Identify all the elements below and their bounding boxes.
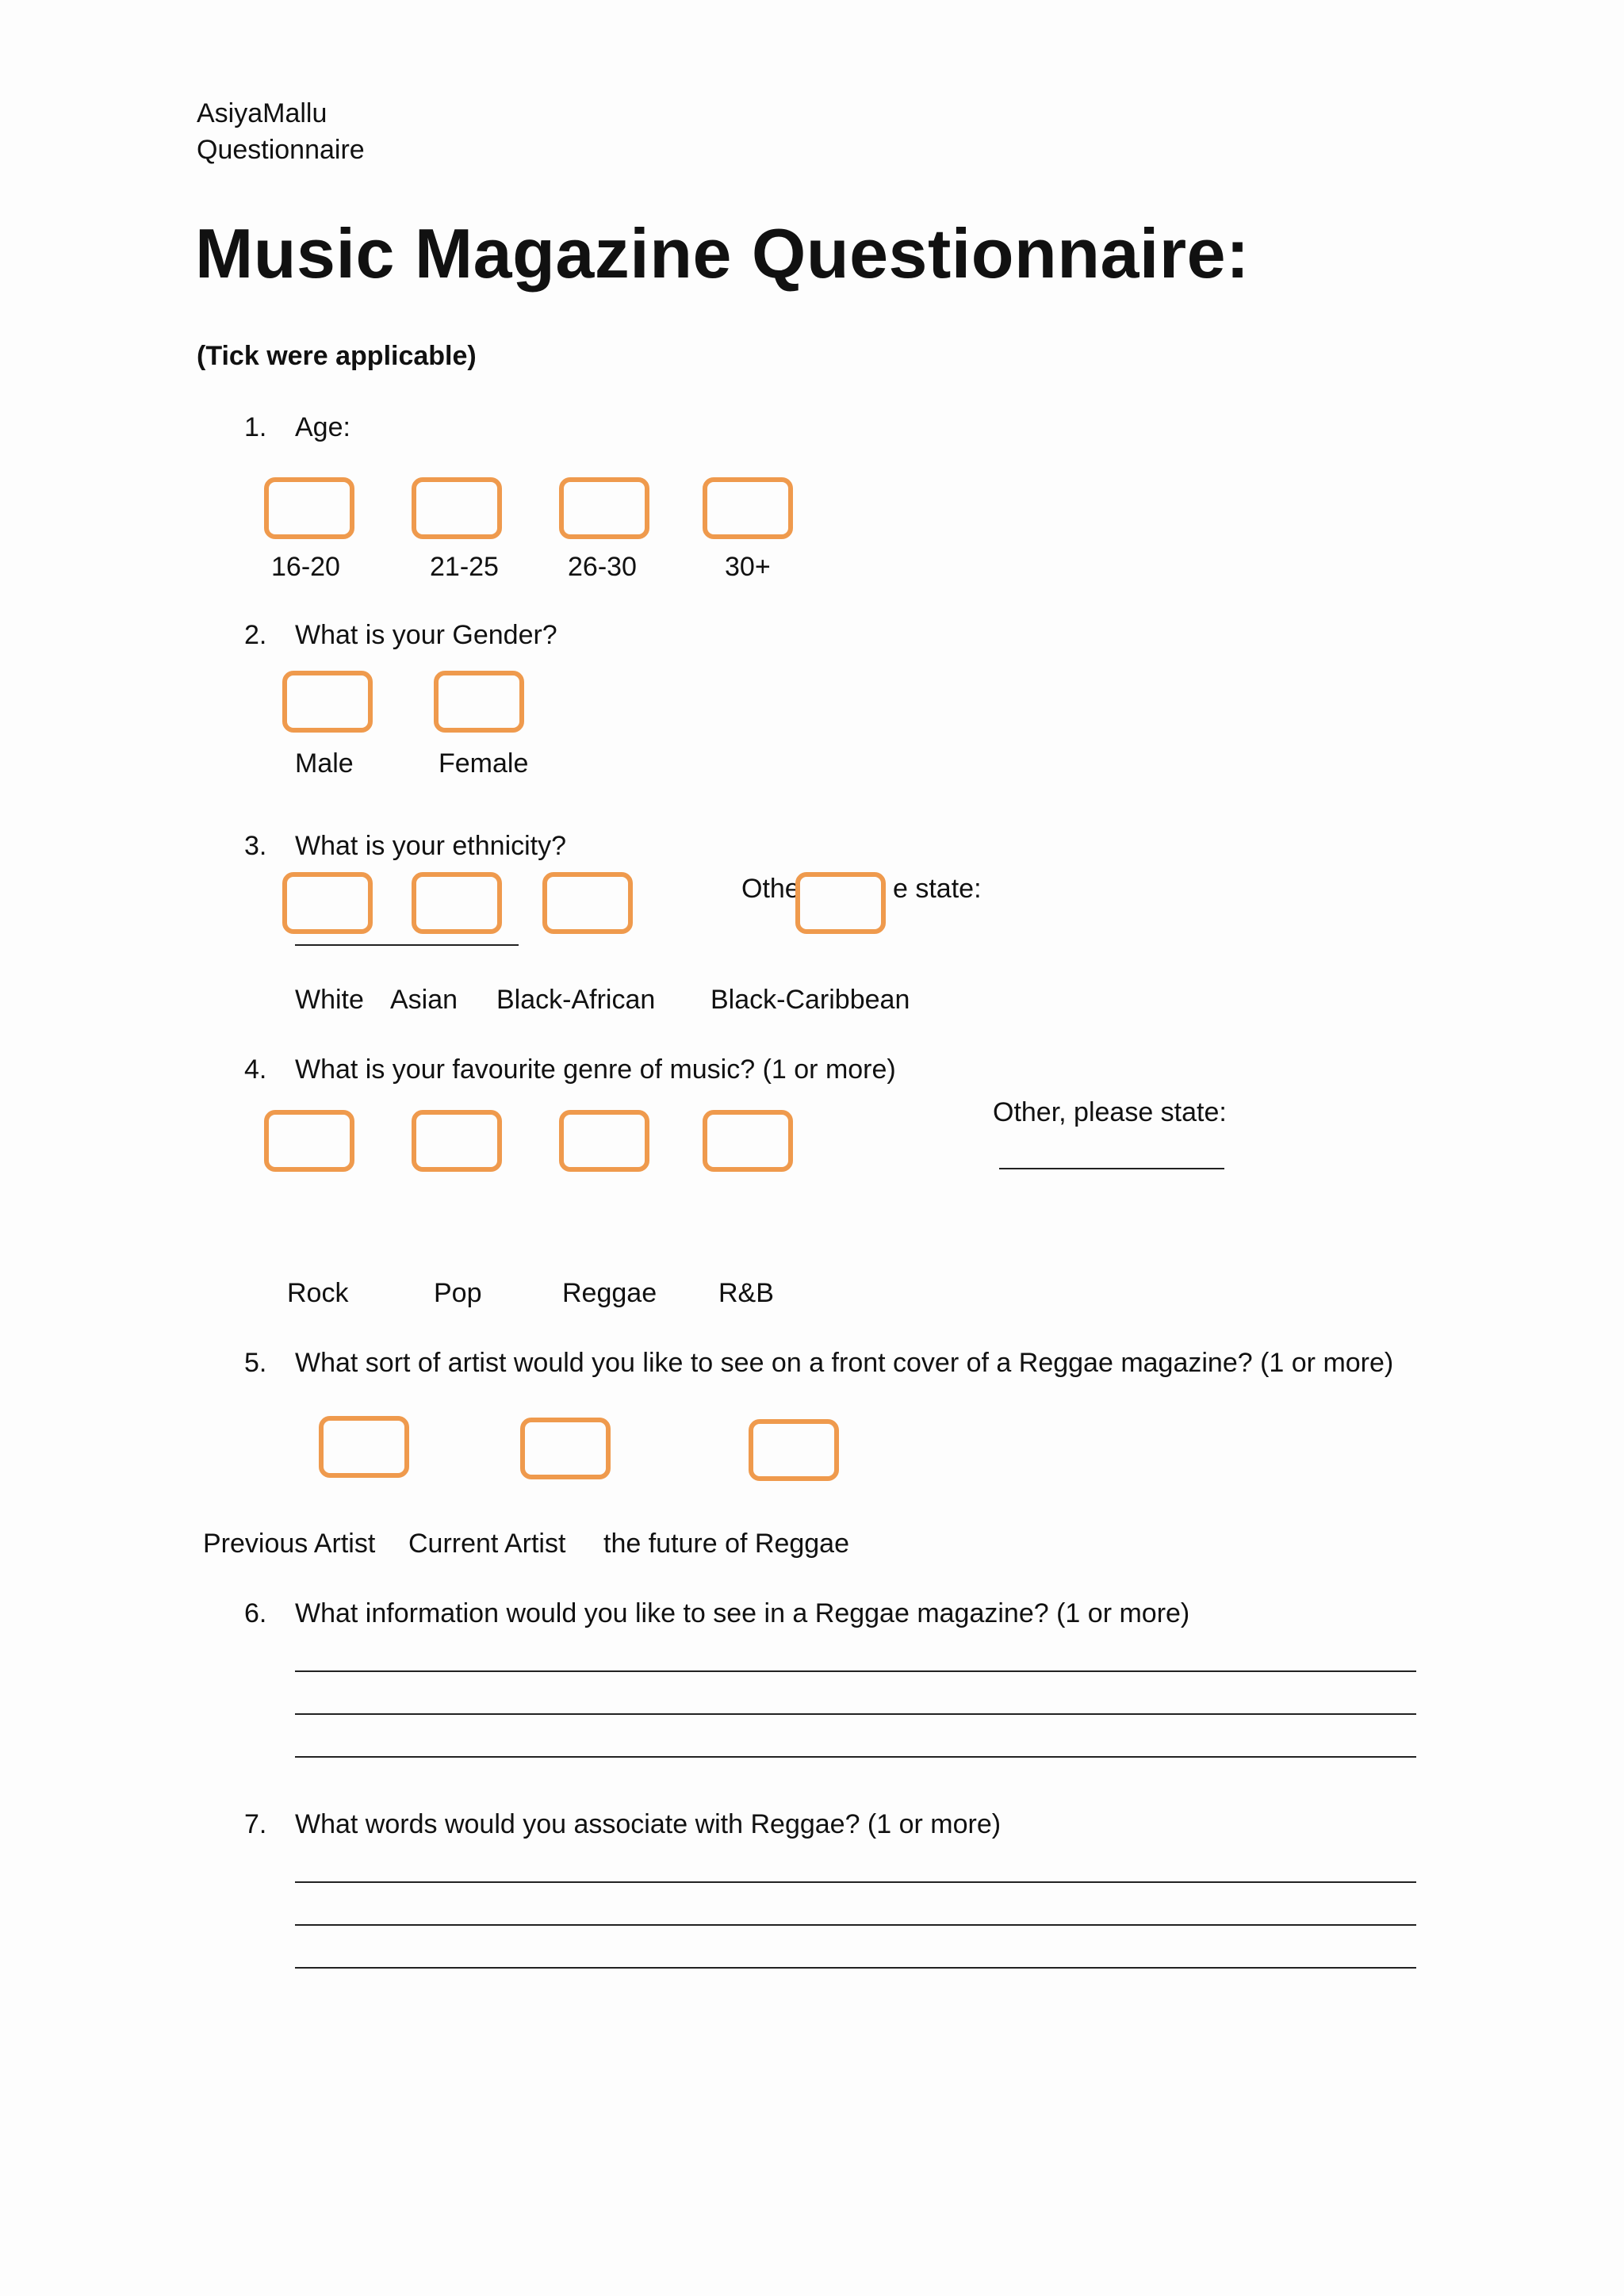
q7-answer-line-2[interactable] [295, 1924, 1416, 1926]
q6-answer-line-1[interactable] [295, 1670, 1416, 1672]
q3-checkbox-black-caribbean[interactable] [795, 872, 886, 934]
q1-checkbox-26-30[interactable] [559, 477, 649, 539]
q3-label-black-african: Black-African [496, 985, 656, 1015]
q4-checkbox-pop[interactable] [412, 1110, 502, 1172]
q4-other-write-line[interactable] [999, 1168, 1224, 1169]
q1-checkbox-21-25[interactable] [412, 477, 502, 539]
q2-label-male: Male [295, 748, 354, 779]
q1-label-21-25: 21-25 [430, 552, 499, 582]
q3-other-label-right: e state: [893, 874, 982, 904]
q5-text: What sort of artist would you like to see on a front cover of a Reggae magazine? (1 or more) [295, 1348, 1394, 1378]
q7-text: What words would you associate with Reggae? (1 or more) [295, 1809, 1002, 1839]
q3-other-write-line[interactable] [295, 944, 519, 946]
q2-checkbox-female[interactable] [434, 671, 524, 733]
q1-label-26-30: 26-30 [568, 552, 637, 582]
q1-checkbox-30-plus[interactable] [703, 477, 793, 539]
q5-number: 5. [244, 1348, 267, 1378]
q5-label-current-artist: Current Artist [408, 1529, 566, 1559]
q4-other-label: Other, please state: [993, 1097, 1227, 1127]
q4-checkbox-reggae[interactable] [559, 1110, 649, 1172]
q1-label-30-plus: 30+ [725, 552, 771, 582]
q3-other-label-left: Othe [741, 874, 800, 904]
q4-label-rnb: R&B [718, 1278, 774, 1308]
q3-label-white: White [295, 985, 364, 1015]
q6-answer-line-2[interactable] [295, 1713, 1416, 1715]
instruction-note: (Tick were applicable) [197, 341, 477, 371]
page-title: Music Magazine Questionnaire: [195, 214, 1250, 293]
q3-label-black-caribbean: Black-Caribbean [710, 985, 910, 1015]
q4-checkbox-rnb[interactable] [703, 1110, 793, 1172]
q4-number: 4. [244, 1054, 267, 1085]
q6-number: 6. [244, 1598, 267, 1628]
q4-text: What is your favourite genre of music? (1 or more) [295, 1054, 896, 1085]
q3-checkbox-asian[interactable] [412, 872, 502, 934]
q4-label-rock: Rock [287, 1278, 349, 1308]
q3-number: 3. [244, 831, 267, 861]
q2-number: 2. [244, 620, 267, 650]
q2-text: What is your Gender? [295, 620, 557, 650]
q5-checkbox-future-of-reggae[interactable] [749, 1419, 839, 1481]
q7-answer-line-3[interactable] [295, 1967, 1416, 1969]
q4-checkbox-rock[interactable] [264, 1110, 354, 1172]
q3-text: What is your ethnicity? [295, 831, 567, 861]
author-name: AsiyaMallu [197, 98, 327, 128]
q4-label-pop: Pop [434, 1278, 482, 1308]
q3-checkbox-black-african[interactable] [542, 872, 633, 934]
q5-label-previous-artist: Previous Artist [203, 1529, 376, 1559]
q1-text: Age: [295, 412, 350, 442]
q5-label-future-of-reggae: the future of Reggae [603, 1529, 850, 1559]
q7-number: 7. [244, 1809, 267, 1839]
q7-answer-line-1[interactable] [295, 1881, 1416, 1883]
q2-checkbox-male[interactable] [282, 671, 373, 733]
q5-checkbox-previous-artist[interactable] [319, 1416, 409, 1478]
q3-label-asian: Asian [390, 985, 458, 1015]
q2-label-female: Female [439, 748, 529, 779]
q1-checkbox-16-20[interactable] [264, 477, 354, 539]
q1-number: 1. [244, 412, 267, 442]
q3-checkbox-white[interactable] [282, 872, 373, 934]
q4-label-reggae: Reggae [562, 1278, 657, 1308]
q5-checkbox-current-artist[interactable] [520, 1418, 611, 1479]
document-type: Questionnaire [197, 135, 365, 165]
q6-text: What information would you like to see in a Reggae magazine? (1 or more) [295, 1598, 1190, 1628]
q1-label-16-20: 16-20 [271, 552, 340, 582]
q6-answer-line-3[interactable] [295, 1756, 1416, 1758]
